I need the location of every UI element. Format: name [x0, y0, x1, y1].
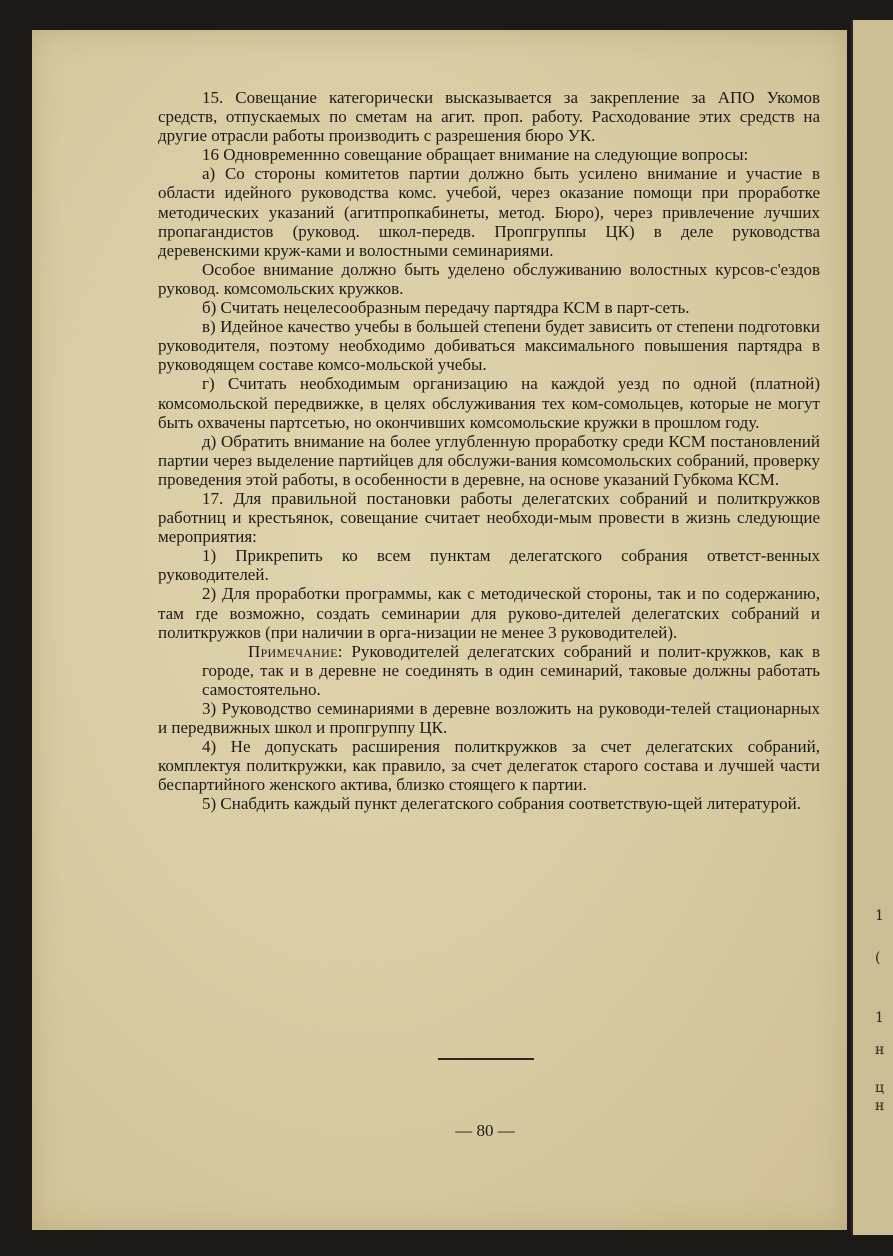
paragraph: 15. Совещание категорически высказывается за закрепление за АПО Укомов средств, отпускаемых по сметам на агит. проп. работу. Расходование этих средств на другие отрасли работы производить с разрешения бюро УК.: [158, 88, 820, 146]
paragraph: д) Обратить внимание на более углубленную проработку среди КСМ постановлений партии через выделение партийцев для обслужи-вания комсомольских собраний, проверку проведения этой работы, в особенности в деревне, на основе указаний Губкома КСМ.: [158, 431, 820, 489]
paragraph: г) Считать необходимым организацию на каждой уезд по одной (платной) комсомольской передвижке, в целях обслуживания тех ком-сомольцев, которые не могут быть охвачены партсетью, но окончивших комсомольские кружки в прошлом году.: [158, 374, 820, 432]
paragraph: 1) Прикрепить ко всем пунктам делегатского собрания ответст-венных руководителей.: [158, 546, 820, 585]
page-number: — 80 —: [455, 1121, 515, 1140]
paragraph: 2) Для проработки программы, как с методической стороны, так и по содержанию, там где возможно, создать семинарии для руково-дителей делегатских собраний и политкружков (при наличии в орга-низации не менее 3 руководителей).: [158, 584, 820, 642]
note-text: Руководителей делегатских собраний и полит-кружков, как в городе, так и в деревне не соединять в один семинарий, таковые должны работать самостоятельно.: [202, 641, 820, 699]
body-text: [158, 88, 820, 814]
edge-letter: н: [875, 1098, 885, 1114]
paragraph: 5) Снабдить каждый пункт делегатского собрания соответствую-щей литературой.: [202, 794, 801, 814]
adjacent-page-edge: [851, 20, 893, 1235]
paragraph: 17. Для правильной постановки работы делегатских собраний и политкружков работниц и крестьянок, совещание считает необходи-мым провести в жизнь следующие мероприятия:: [158, 488, 820, 547]
section-divider: [438, 1058, 534, 1060]
edge-letter: (: [875, 950, 881, 966]
paragraph: Особое внимание должно быть уделено обслуживанию волостных курсов-с'ездов руковод. комсомольских кружков.: [158, 259, 820, 298]
paragraph: 16 Одновременнно совещание обращает внимание на следующие вопросы:: [202, 145, 749, 165]
paragraph: б) Считать нецелесообразным передачу партядра КСМ в парт-сеть.: [202, 298, 690, 318]
edge-letter: 1: [875, 1010, 884, 1026]
paragraph: 3) Руководство семинариями в деревне возложить на руководи-телей стационарных и передвижных школ и пропгруппу ЦК.: [158, 699, 820, 738]
edge-letter: н: [875, 1042, 885, 1058]
note-label: Примечание:: [248, 641, 343, 661]
edge-letter: ц: [875, 1080, 885, 1096]
note-paragraph: [158, 642, 820, 699]
edge-letter: 1: [875, 908, 884, 924]
paragraph: 4) Не допускать расширения политкружков за счет делегатских собраний, комплектуя политкружки, как правило, за счет делегаток старого состава и лучшей части беспартийного женского актива, близко стоящего к партии.: [158, 737, 820, 795]
paragraph: а) Со стороны комитетов партии должно быть усилено внимание и участие в области идейного руководства комс. учебой, через оказание помощи при проработке методических указаний (агитпропкабинеты, метод. Бюро), через привлечение лучших пропагандистов (руковод. школ-передв. Пропгруппы ЦК) в деле руководства деревенскими круж-ками и волостными семинариями.: [158, 164, 820, 260]
paragraph: в) Идейное качество учебы в большей степени будет зависить от степени подготовки руководителя, поэтому необходимо добиваться максимального повышения партядра в руководящем составе комсо-мольской учебы.: [158, 317, 820, 375]
